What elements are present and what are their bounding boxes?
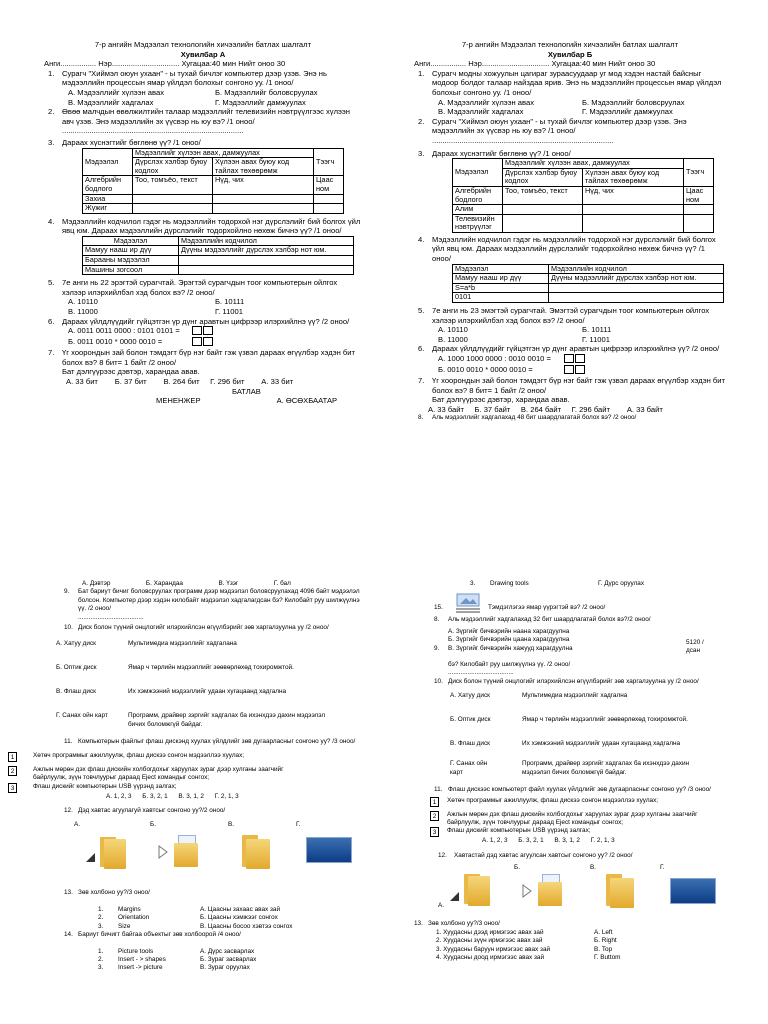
q5-options: А. 10110 Б. 10111 В. 11000 Г. 11001 [438, 325, 612, 344]
text-wrap-icon [454, 592, 482, 614]
question-7: 7. Үг хоорондын зай болон тэмдэгт бүр нэг байт гэж үзвэл дараах өгүүлбэр хэдэн бит болох вэ? 8 бит= 1 байт /2 оноо/ Бат дэлгүүрээс дэвтэр, харандаа авав. [418, 376, 725, 405]
folder-icon[interactable] [240, 833, 274, 869]
answer-box[interactable] [203, 337, 213, 346]
folder-icon[interactable] [86, 833, 132, 869]
exam-title: 7-р ангийн Мэдээлэл технологийн хичээлийн батлах шалгалт [94, 40, 312, 49]
question-11: 11. Компьютерын файлыг флаш дискэнд хуулах үйлдлийг зөв дугаарласныг сонгоно уу? /3 оноо/ [64, 738, 356, 746]
monitor-icon[interactable] [306, 837, 352, 863]
folder-with-documents-icon[interactable] [522, 872, 572, 906]
step-number-box[interactable]: 2 [430, 811, 439, 821]
question-13: 13. Зөв холбоно уу?/3 оноо/ [64, 889, 150, 897]
match-left: В. Флаш диск [56, 688, 96, 696]
question-13: 13. Зөв холбоно уу?/3 оноо/ [414, 920, 500, 928]
match-left: Б. Оптик диск [56, 664, 97, 672]
q7-options: А. 33 байт Б. 37 байт В. 264 байт Г. 296 байт А. 33 байт [428, 404, 663, 414]
question-14: 14. Бариут бичигт байгаа объектыг зөв холбоорой /4 оноо/ [64, 931, 241, 939]
approved-label: БАТЛАВ [232, 386, 261, 396]
folder-with-documents-icon[interactable] [158, 833, 208, 869]
q1-options: А. Мэдээллийг хүлээн авах Б. Мэдээллийг боловсруулах В. Мэдээллийг хадгалах Г. Мэдээллийг дамжуулах [68, 87, 318, 107]
q12-images: А. Б. В. Г. [414, 864, 726, 916]
exam-title: 7-р ангийн Мэдээлэл технологийн хичээлийн батлах шалгалт [461, 40, 679, 49]
match-right: Их хэмжээний мэдээллийг удаан хугацаанд хадгална [128, 688, 287, 696]
answer-box[interactable] [203, 326, 213, 335]
q6-items: А. 0011 0011 0000 : 0101 0101 = Б. 0011 0010 * 0000 0010 = [44, 326, 362, 348]
question-12: 12. Дэд хавтас агуулагуй хавтсыг сонгоно уу?/2 оноо/ [64, 807, 226, 815]
signature-line: МЕНЕНЖЕР А. ӨСӨХБААТАР [156, 396, 338, 406]
step-number-box[interactable]: 3 [430, 827, 439, 837]
lower-right-section [414, 580, 726, 962]
answer-line[interactable]: ...................................................................................... [432, 135, 614, 145]
answer-box[interactable] [564, 365, 574, 374]
question-3: 3. Дараах хүснэгтийг бөглөнө үү? /1 оноо/ [48, 137, 201, 147]
q12-images: А. Б. В. Г. [44, 821, 362, 881]
option-a: А. Зүргийг бичвэрийн наана харагдуулна [448, 627, 570, 635]
question-4: 4. Мэдээллийн кодчилол гэдэг нь мэдээллийн тодорхой нэг дүрслэлийг бий болгох үйл явц юм. Дараах мэдээллийн дүрслэлийг тодорхойлно нөхөж бичнэ үү? /1 оноо/ [48, 216, 361, 236]
collapse-arrow-icon [86, 853, 96, 863]
variant-a-section [44, 40, 362, 406]
q9-tail: бэ? Килобайт руу шилжүүлнэ үү. /2 оноо/ [448, 661, 571, 669]
folder-icon[interactable] [450, 872, 496, 906]
question-2: 2. Өвөө малчдын өвөлжилтийн талаар мэдээллийг телевизийн нэвтрүүлгээс хүлээн авч үзэв. Энэ мэдээллийн эх үүсвэр нь юу вэ? /1 оноо/ ...................................................................................... [44, 107, 362, 136]
step-number-box[interactable]: 1 [8, 752, 17, 762]
answer-line[interactable]: ..................................... [448, 669, 514, 677]
question-3: 3. Дараах хүснэгтийг бөглөнө үү? /1 оноо/ [418, 148, 571, 158]
q3-table: Мэдээлэл Мэдээллийг хүлээн авах, дамжуулах Тээгч Дүрслэх хэлбэр буюу кодлох Хүлээн авах буюу код тайлах төхөөрөмж Алгебрийн бодлого Тоо, томъёо, текст Нүд, чих Цаас ном Захиа Жүжиг [82, 148, 344, 214]
match-right: Мультимедиа мэдээллийг хадгалана [128, 640, 237, 648]
step-number-box[interactable]: 2 [8, 766, 17, 776]
question-5: 5. 7е анги нь 22 эрэгтэй сурагчтай. Эрэгтэй сурагчдын тоог компьютерын ойлгох хэлээр илэрхийлбэл хэд болох вэ? /2 оноо/ [48, 278, 338, 297]
question-12: 12. Хавтастай дэд хавтас агуулсан хавтсыг сонгоно уу? /2 оноо/ [438, 851, 633, 859]
question-2: 2. Сурагч "Хиймэл оюун ухаан" - ы тухай бичлэг компьютер дээр үзэв. Энэ мэдээллийн эх үүсвэр нь юу вэ? /1 оноо/ ...................................................................................... [414, 117, 726, 146]
q10-matching: А. Хатуу диск Мультимедиа мэдээллийг хадгална Б. Оптик диск Ямар ч төрлийн мэдээллийг зөөвөрлөхөд тохиромжтой. В. Флаш диск Их хэмжээний мэдээллийг удаан хугацаанд хадгална Г. Санах ойн карт Программ, драйвер зэргийг хадгалах ба ихэнхдээ дахин мэдээлэл бичих боломжгүй байдаг. [450, 692, 690, 776]
q10-matching [44, 640, 362, 738]
variant-title: Хувилбар А [180, 49, 226, 59]
question-6: 6. Дараах үйлдлүүдийг гүйцэтгэн үр дүнг аравтын цифрээр илэрхийлнэ үү? /2 оноо/ [418, 344, 720, 354]
variant-b-section [414, 40, 726, 423]
lower-left-section [10, 580, 362, 973]
step-number-box[interactable]: 1 [430, 797, 439, 807]
exam-meta: Анги................. Нэр................................ Хугацаа:40 мин Нийт оноо 30 [44, 59, 286, 69]
answer-box[interactable] [564, 354, 574, 363]
question-10: 10. Диск болон түүний онцлогийг илэрхийлсэн өгүүлбэрийг зөв харгалзуулна уу /2 оноо/ [64, 624, 329, 632]
q11-steps: 1 Хөтөч программыг ажиллуулж, флаш дискээ сонгон мэдээллээ хуулах; 2 Ажлын мөрөн дэх флаш дискийн холбогдохыг харуулах зураг дээр хулганы заагчийг байрлуулж, зүүн товчлуурыг дараад Eject командыг сонгох; 3 Флаш дискийг компьютерын USB үүрэнд залгах; [8, 752, 362, 793]
question-11: 11. Флаш дискээс компьютерт файл хуулах үйлдлийг зөв дугаарласныг сонгоно уу? /3 оноо/ [434, 786, 711, 794]
q14-matching: 1. Picture tools А. Дүрс засварлах 2. Insert - > shapes Б. Зураг засварлах 3. Insert -> picture В. Зураг оруулах [98, 947, 257, 972]
match-left: А. Хатуу диск [56, 640, 96, 648]
expand-arrow-icon [158, 845, 168, 859]
step-number-box[interactable]: 3 [8, 783, 17, 793]
answer-box[interactable] [192, 326, 202, 335]
question-9: 9. В. Зүргийг бичвэрийн хажууд харагдуулна 5120 /дсан [414, 645, 726, 653]
variant-title: Хувилбар Б [547, 49, 593, 59]
side-note: 5120 /дсан [686, 638, 704, 655]
folder-icon[interactable] [604, 872, 638, 908]
q11-steps: 1 Хөтөч программыг ажиллуулж, флаш дискээ сонгон мэдээллээ хуулах; 2 Ажлын мөрөн дэх флаш дискийн холбогдохыг харуулах зураг дээр хулганы заагчийг байрлуулж, зүүн товчлуурыг дараад Eject командыг сонгох; 3 Флаш дискийг компьютерын USB үүрэнд залгах; [430, 797, 726, 838]
answer-box[interactable] [192, 337, 202, 346]
question-4: 4. Мэдээллийн кодчилол гэдэг нь мэдээллийн тодорхой нэг дүрслэлийг бий болгох үйл явц юм. Дараах мэдээллийн дүрслэлийг тодорхойлно нөхөж бичнэ үү? /1 оноо/ [418, 234, 716, 264]
question-9: 9. Бат бариут бичиг боловсруулах программ дээр мэдээлэл боловсруулахад 4096 байт мэдээлэл болсон. Компьютер дээр хэдэн килобайт мэдээлэл хадгалагдсан бэ? Килобайт руу шилжүүлнэ үү. /2 оноо/ ..................................... [44, 588, 362, 622]
answer-line[interactable]: ..................................... [78, 613, 144, 621]
question-8: 8. Аль мэдээллийг хадгалахад 32 бит шаардлагатай болох вэ?/2 оноо/ [434, 616, 651, 624]
question-1: 1. Сурагч модны хожуулын цагираг зураасуудаар уг мод хэдэн настай байсныг модоор болдог талаар найздаа ярив. Энэ нь мэдээллийн процессын ямар үйлдэл болохыг сонгоно уу. /1 оноо/ [418, 68, 722, 97]
question-7: 7. Үг хоорондын зай болон тэмдэгт бүр нэг байт гэж үзвэл дараах өгүүлбэр хэдэн бит болох вэ? 8 бит= 1 байт /2 оноо/ Бат дэлгүүрээс дэвтэр, харандаа авав. [48, 348, 355, 377]
option-b: Б. Зүргийг бичвэрийн цаана харагдуулна [448, 636, 570, 644]
answer-box[interactable] [575, 354, 585, 363]
drawing-tools-row: 3. Drawing tools Г. Дүрс оруулах [470, 580, 645, 587]
q8-options: А. Дэвтэр Б. Харандаа В. Үзэг Г. бал [82, 580, 291, 587]
q1-options: А. Мэдээллийг хүлээн авах Б. Мэдээллийг боловсруулах В. Мэдээллийг хадгалах Г. Мэдээллийг дамжуулах [438, 97, 685, 117]
match-left: Г. Санах ойн карт [56, 712, 108, 720]
q13-matching: 1. Хуудасны дээд ирмэгээс авах зай А. Left 2. Хуудасны зүүн ирмэгээс авах зай Б. Right 3. Хуудасны баруун ирмэгээс авах зай В. Top 4. Хуудасны доод ирмэгээс авах зай Г. Buttom [436, 928, 621, 961]
q11-options: А. 1, 2, 3 Б. 3, 2, 1 В. 3, 1, 2 Г. 2, 1, 3 [106, 792, 239, 800]
expand-arrow-icon [522, 884, 532, 898]
answer-line[interactable]: ...................................................................................... [62, 126, 244, 136]
q4-table: Мэдээлэл Мэдээллийн кодчилол Мамуу нааш ир дүү Дүүны мэдээллийг дүрслэх хэлбэр нот юм. Барааны мэдээлэл Машины зогсоол [82, 236, 354, 275]
q7-options: А. 33 бит Б. 37 бит В. 264 бит Г. 296 бит А. 33 бит [66, 377, 294, 386]
collapse-arrow-icon [450, 892, 460, 902]
question-8: 8. Аль мэдээллийг хадгалахад 48 бит шаардлагатай болох вэ? /2 оноо/ [418, 414, 637, 422]
q13-matching: 1. Margins А. Цаасны захаас авах зай 2. Orientation Б. Цаасны хэмжээг сонгох 3. Size В. Цаасны босоо хэвтээ сонгох [98, 905, 293, 930]
answer-box[interactable] [575, 365, 585, 374]
q11-options: А. 1, 2, 3 Б. 3, 2, 1 В. 3, 1, 2 Г. 2, 1, 3 [482, 837, 615, 845]
question-6: 6. Дараах үйлдлүүдийг гүйцэтгэн үр дүнг аравтын цифрээр илэрхийлнэ үү? /2 оноо/ [48, 316, 350, 326]
match-right: Ямар ч төрлийн мэдээллийг зөөвөрлөхөд тохиромжтой. [128, 664, 294, 672]
question-1: 1. Сурагч "Хиймэл оюун ухаан" - ы тухай бичлэг компьютер дээр үзэв. Энэ нь мэдээллийн процессын ямар үйлдэл болохыг сонгоно уу. /1 оноо/ [48, 68, 327, 88]
exam-meta: Анги................. Нэр................................ Хугацаа:40 мин Нийт оноо 30 [414, 59, 656, 69]
q3-table: Мэдээлэл Мэдээллийг хүлээн авах, дамжуулах Тээгч Дүрслэх хэлбэр буюу кодлох Хүлээн авах буюу код тайлах төхөөрөмж Алгебрийн бодлого Тоо, томъёо, текст Нүд, чих Цаас ном Алим Телевизийн нэвтрүүлэг [452, 158, 714, 233]
q6-items: А. 1000 1000 0000 : 0010 0010 = Б. 0010 0010 * 0000 0010 = [414, 354, 726, 376]
monitor-icon[interactable] [670, 878, 716, 904]
question-5: 5. 7е анги нь 23 эмэгтэй сурагчтай. Эмэгтэй сурагчдын тоог компьютерын ойлгох хэлээр илэрхийлбэл хэд болох вэ? /2 оноо/ [418, 306, 710, 325]
q5-options: А. 10110 Б. 10111 В. 11000 Г. 11001 [68, 297, 245, 317]
match-right: Программ, драйвер зэргийг хадгалах ба ихэнхдээ дахин мэдээлэл бичих боломжгүй байдаг. [128, 712, 326, 728]
question-15: 15. Тэмдэглэгээ ямар үүрэгтэй вэ? /2 оноо/ [414, 592, 726, 616]
question-10: 10. Диск болон түүний онцлогийг илэрхийлсэн өгүүлбэрийг зөв харгалзуулна уу /2 оноо/ [434, 677, 699, 685]
q4-table: Мэдээлэл Мэдээллийн кодчилол Мамуу нааш ир дүү Дүүны мэдээллийг дүрслэх хэлбэр нот юм. S=a*b 0101 [452, 264, 724, 303]
